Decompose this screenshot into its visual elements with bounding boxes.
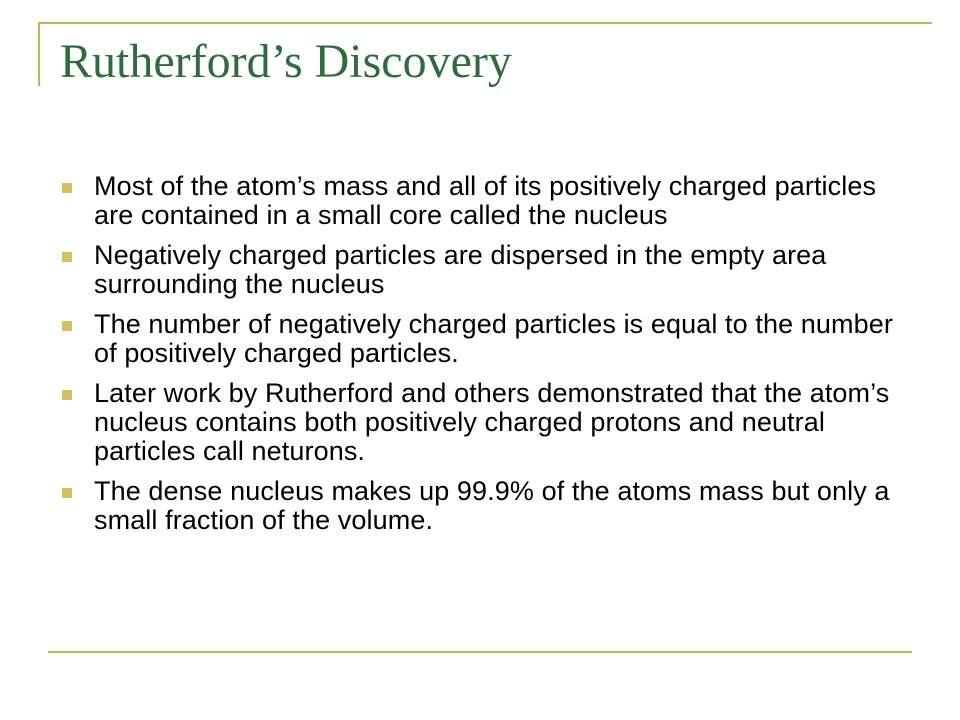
bullet-item (60, 477, 910, 535)
bullet-list (60, 172, 910, 546)
square-bullet-icon (62, 488, 72, 498)
frame-left-rule (38, 22, 40, 86)
bullet-item (60, 241, 910, 299)
bullet-text: Most of the atom’s mass and all of its positively charged particles are contained in a small core called the nucleus (94, 171, 877, 230)
bullet-item (60, 172, 910, 230)
bullet-text: The number of negatively charged particles is equal to the number of positively charged particles. (94, 309, 893, 368)
slide-title: Rutherford’s Discovery (60, 35, 512, 88)
frame-top-rule (38, 22, 932, 24)
square-bullet-icon (62, 321, 72, 331)
square-bullet-icon (62, 183, 72, 193)
frame-bottom-rule (48, 651, 912, 653)
bullet-text: Later work by Rutherford and others demonstrated that the atom’s nucleus contains both positively charged protons and neutral particles call neturons. (94, 378, 890, 466)
bullet-item (60, 379, 910, 466)
bullet-item (60, 310, 910, 368)
bullet-text: Negatively charged particles are dispersed in the empty area surrounding the nucleus (94, 240, 827, 299)
square-bullet-icon (62, 252, 72, 262)
square-bullet-icon (62, 390, 72, 400)
bullet-text: The dense nucleus makes up 99.9% of the atoms mass but only a small fraction of the volume. (94, 476, 890, 535)
